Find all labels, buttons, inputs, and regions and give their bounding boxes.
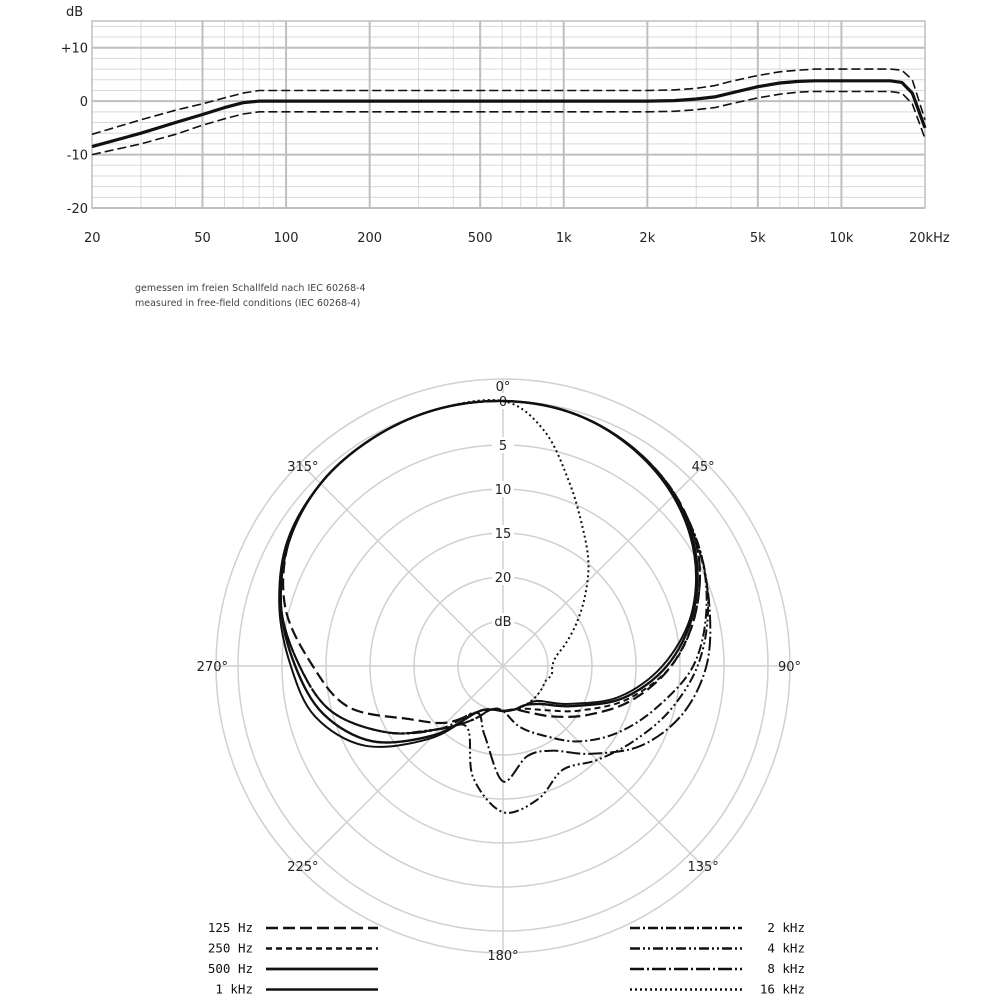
ring-label: dB — [494, 615, 512, 630]
legend-label: 16 kHz — [759, 981, 805, 997]
y-tick-label: 0 — [79, 95, 88, 111]
y-tick-label: +10 — [60, 41, 88, 57]
x-tick-label: 2k — [639, 231, 656, 246]
angle-label: 270° — [196, 660, 228, 675]
legend-label: 4 kHz — [767, 940, 805, 956]
measurement-notes — [135, 283, 366, 309]
y-tick-label: -10 — [66, 148, 88, 164]
polar-series-125-hz — [283, 401, 700, 723]
angle-label: 135° — [687, 860, 719, 876]
note-line-german: gemessen im freien Schallfeld nach IEC 60268-4 — [135, 283, 366, 294]
legend-label: 500 Hz — [207, 961, 253, 976]
x-tick-label: 200 — [357, 231, 383, 246]
ring-label: 15 — [494, 527, 512, 542]
note-line-english: measured in free-field conditions (IEC 60268-4) — [135, 298, 361, 309]
angle-label: 90° — [778, 660, 802, 675]
x-tick-label: 5k — [749, 231, 766, 246]
plot-frame — [92, 21, 925, 208]
angle-label: 315° — [287, 459, 319, 475]
x-tick-label: 50 — [194, 231, 211, 246]
ring-label: 10 — [494, 483, 512, 498]
legend-label: 8 kHz — [767, 961, 805, 976]
polar-spoke — [503, 666, 706, 869]
angle-label: 45° — [691, 459, 715, 475]
legend-label: 1 kHz — [215, 981, 253, 997]
polar-spoke — [300, 463, 503, 666]
legend-label: 250 Hz — [207, 940, 253, 956]
frequency-response-chart — [61, 5, 950, 246]
ring-label: 0 — [498, 395, 508, 410]
polar-series-4-khz — [280, 401, 708, 813]
legend-label: 125 Hz — [207, 920, 253, 935]
polar-spoke — [300, 666, 503, 869]
ring-label: 5 — [498, 439, 508, 454]
x-tick-label: 10k — [829, 231, 854, 246]
angle-label: 225° — [287, 860, 319, 876]
y-axis-label: dB — [66, 5, 84, 20]
x-tick-label: 100 — [273, 231, 299, 246]
ring-label: 20 — [494, 571, 512, 586]
legend-label: 2 kHz — [767, 920, 805, 935]
angle-label: 0° — [495, 380, 511, 395]
polar-pattern-chart — [197, 379, 801, 964]
x-tick-label: 500 — [467, 231, 493, 246]
polar-series-500-hz — [281, 401, 698, 743]
angle-label: 180° — [487, 949, 519, 964]
x-tick-label: 20 — [84, 231, 101, 246]
y-tick-label: -20 — [66, 202, 88, 217]
x-tick-label: 20kHz — [909, 231, 950, 246]
x-tick-label: 1k — [555, 231, 572, 246]
